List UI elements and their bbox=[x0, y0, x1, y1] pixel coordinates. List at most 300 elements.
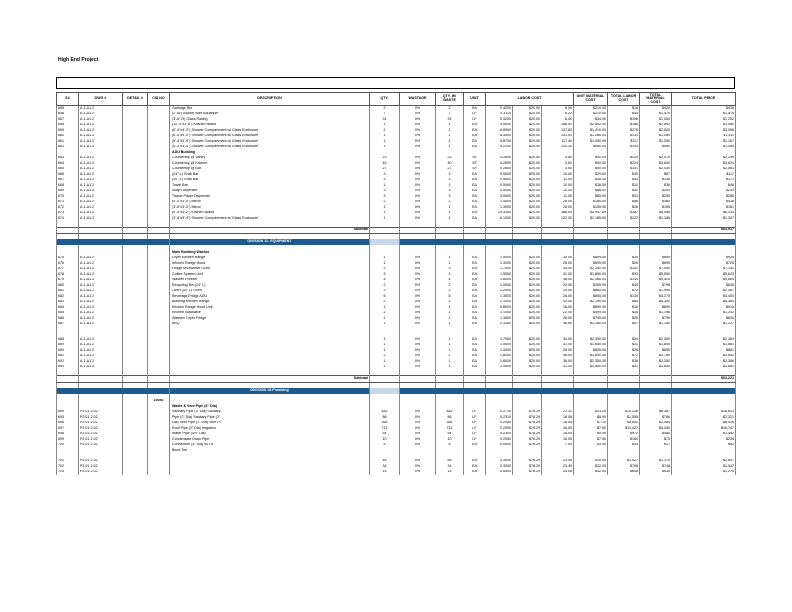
row-unit: SF bbox=[464, 161, 486, 167]
row-hourly-rate: $20.00 bbox=[513, 205, 542, 211]
row-wastage: 0% bbox=[400, 311, 436, 317]
row-dwg: P2.01-2.02 bbox=[79, 421, 123, 427]
row-unit-material-cost: $599.00 bbox=[574, 311, 608, 317]
row-dwg: A-1-A1.2 bbox=[79, 112, 123, 118]
row-unit: EA bbox=[464, 272, 486, 278]
row-unit: EA bbox=[464, 316, 486, 322]
row-sno: 657 bbox=[57, 117, 79, 123]
row-total-price: $7,152 bbox=[672, 267, 736, 273]
row-hourly-rate: $78.29 bbox=[513, 437, 542, 443]
row-total-labor-cost: $129 bbox=[608, 156, 640, 162]
row-labor-rate: 1.5500 bbox=[486, 343, 513, 349]
row-description: (3'-8"x5'-4") Shower Compartment w/ Glass Enclosure bbox=[170, 216, 370, 222]
row-dwg: A-1-A1.2 bbox=[79, 139, 123, 145]
row-labor-cost: 16.05 bbox=[542, 437, 574, 443]
row-labor-rate: 0.5000 bbox=[486, 172, 513, 178]
row-qty-waste: 1 bbox=[436, 348, 464, 354]
row-description: (5'-0"x3'-0") Mirror bbox=[170, 200, 370, 206]
row-total-price: $16,767 bbox=[672, 426, 736, 432]
row-hourly-rate: $20.00 bbox=[513, 200, 542, 206]
row-qty-waste: 5 bbox=[436, 443, 464, 449]
row-unit-material-cost: $180.00 bbox=[574, 200, 608, 206]
row-wastage: 0% bbox=[400, 112, 436, 118]
row-qty: 54 bbox=[370, 432, 400, 438]
row-description: Condensate Drain Pipe bbox=[170, 437, 370, 443]
row-qty-waste: 2 bbox=[436, 300, 464, 306]
row-total-price: $1,411 bbox=[672, 134, 736, 140]
row-description: Kitchen Stackable bbox=[170, 311, 370, 317]
row-wastage: 0% bbox=[400, 410, 436, 416]
estimate-table bbox=[56, 92, 736, 475]
row-total-price: $1,227 bbox=[672, 322, 736, 328]
row-total-price: $1,514 bbox=[672, 112, 736, 118]
row-hourly-rate: $20.00 bbox=[513, 167, 542, 173]
row-wastage: 0% bbox=[400, 294, 436, 300]
row-sno: 684 bbox=[57, 305, 79, 311]
row-total-material-cost: $799 bbox=[640, 316, 672, 322]
row-total-price: $117 bbox=[672, 172, 736, 178]
row-qty-waste: 10 bbox=[436, 437, 464, 443]
row-labor-cost: 7.05 bbox=[542, 443, 574, 449]
row-unit-material-cost: $855.00 bbox=[574, 348, 608, 354]
row-description: Sanitary Pipe (3" Dia) Sanitary bbox=[170, 410, 370, 416]
row-qty-waste: 1 bbox=[436, 316, 464, 322]
row-qty: 2 bbox=[370, 354, 400, 360]
row-labor-rate: 0.2050 bbox=[486, 437, 513, 443]
row-total-labor-cost: $276 bbox=[608, 128, 640, 134]
row-labor-rate: 0.2800 bbox=[486, 156, 513, 162]
row-total-labor-cost: $44 bbox=[608, 112, 640, 118]
row-qty: 5 bbox=[370, 294, 400, 300]
row-labor-cost: 31.00 bbox=[542, 365, 574, 371]
row-qty: 3 bbox=[370, 267, 400, 273]
row-total-labor-cost: $16 bbox=[608, 305, 640, 311]
row-total-price: $46 bbox=[672, 183, 736, 189]
row-labor-cost: 122.00 bbox=[542, 216, 574, 222]
row-dwg: A-1-A1.2 bbox=[79, 194, 123, 200]
row-total-price: $234 bbox=[672, 189, 736, 195]
row-description: Dryer Kitchen Range bbox=[170, 256, 370, 262]
row-total-labor-cost: $131 bbox=[608, 134, 640, 140]
row-labor-rate: 1.3000 bbox=[486, 348, 513, 354]
row-dwg: A-1-A1.2 bbox=[79, 322, 123, 328]
row-total-price: $4,405 bbox=[672, 294, 736, 300]
row-labor-cost: 10.00 bbox=[542, 183, 574, 189]
row-labor-rate: 1.3000 bbox=[486, 294, 513, 300]
row-hourly-rate: $20.00 bbox=[513, 337, 542, 343]
row-description: Dia) Vent Pipe (2" Dia) Vent Pi bbox=[170, 421, 370, 427]
row-total-price: $2,321 bbox=[672, 415, 736, 421]
row-total-labor-cost: $44 bbox=[608, 311, 640, 317]
row-labor-cost: 30.00 bbox=[542, 256, 574, 262]
row-total-material-cost: $1,170 bbox=[640, 459, 672, 465]
row-qty: 86 bbox=[370, 415, 400, 421]
row-unit: EA bbox=[464, 311, 486, 317]
row-qty: 1 bbox=[370, 337, 400, 343]
row-sno: 700 bbox=[57, 443, 79, 449]
row-sno: 666 bbox=[57, 172, 79, 178]
row-qty-waste: 40 bbox=[436, 161, 464, 167]
row-unit-material-cost: $42.00 bbox=[574, 470, 608, 476]
row-dwg: A-1-A1.2 bbox=[79, 278, 123, 284]
row-total-price: $3,096 bbox=[672, 128, 736, 134]
row-qty: 2 bbox=[370, 300, 400, 306]
row-unit: LF bbox=[464, 410, 486, 416]
row-hourly-rate: $20.00 bbox=[513, 289, 542, 295]
row-wastage: 0% bbox=[400, 117, 436, 123]
row-labor-rate: 1.1000 bbox=[486, 311, 513, 317]
row-total-price: $2,199 bbox=[672, 156, 736, 162]
row-labor-rate: 0.3110 bbox=[486, 112, 513, 118]
section-label: Waste & Vent Pipe (4" Dia) bbox=[170, 404, 370, 410]
row-qty: 1 bbox=[370, 123, 400, 129]
row-description: Tissue Paper Dispenser bbox=[170, 194, 370, 200]
row-qty-waste: 2 bbox=[436, 354, 464, 360]
row-qty-waste: 4 bbox=[436, 278, 464, 284]
row-sno: 701 bbox=[57, 459, 79, 465]
row-labor-cost: 36.00 bbox=[542, 359, 574, 365]
row-labor-cost: 5.60 bbox=[542, 167, 574, 173]
row-unit: EA bbox=[464, 205, 486, 211]
row-wastage: 0% bbox=[400, 156, 436, 162]
row-unit: EA bbox=[464, 145, 486, 151]
row-dwg: P2.01-2.02 bbox=[79, 432, 123, 438]
row-dwg: A-1-A1.2 bbox=[79, 316, 123, 322]
row-qty-waste: 712 bbox=[436, 426, 464, 432]
row-wastage: 0% bbox=[400, 183, 436, 189]
row-qty-waste: 1 bbox=[436, 211, 464, 217]
row-total-price: $3,080 bbox=[672, 123, 736, 129]
row-total-price: $1,252 bbox=[672, 117, 736, 123]
row-hourly-rate: $20.00 bbox=[513, 128, 542, 134]
row-wastage: 0% bbox=[400, 415, 436, 421]
row-unit: LF bbox=[464, 117, 486, 123]
row-total-labor-cost: $31 bbox=[608, 365, 640, 371]
row-qty-waste: 1 bbox=[436, 205, 464, 211]
row-labor-rate: 0.3000 bbox=[486, 459, 513, 465]
row-qty-waste: 3 bbox=[436, 194, 464, 200]
row-qty: 7 bbox=[370, 112, 400, 118]
row-labor-rate: 0.2800 bbox=[486, 161, 513, 167]
row-total-price: $416 bbox=[672, 200, 736, 206]
row-total-price: $1,276 bbox=[672, 470, 736, 476]
row-unit-material-cost: $2,350.00 bbox=[574, 267, 608, 273]
row-qty-waste: 2 bbox=[436, 200, 464, 206]
row-qty-waste: 54 bbox=[436, 432, 464, 438]
row-dwg: A-1-A1.2 bbox=[79, 294, 123, 300]
row-total-material-cost: $155 bbox=[640, 205, 672, 211]
row-total-material-cost: $360 bbox=[640, 200, 672, 206]
row-labor-cost: 6.40 bbox=[542, 117, 574, 123]
row-total-price: $6,334 bbox=[672, 211, 736, 217]
row-total-price: $2,386 bbox=[672, 359, 736, 365]
row-total-price: $1,881 bbox=[672, 365, 736, 371]
row-labor-rate: 6.5500 bbox=[486, 134, 513, 140]
row-sno: 670 bbox=[57, 194, 79, 200]
row-labor-rate: 1.7000 bbox=[486, 267, 513, 273]
row-labor-cost: 10.00 bbox=[542, 189, 574, 195]
row-wastage: 0% bbox=[400, 421, 436, 427]
row-wastage: 0% bbox=[400, 437, 436, 443]
row-hourly-rate: $78.29 bbox=[513, 443, 542, 449]
row-qty: 3 bbox=[370, 272, 400, 278]
row-unit-material-cost: $34.00 bbox=[574, 117, 608, 123]
row-wastage: 0% bbox=[400, 178, 436, 184]
row-unit: EA bbox=[464, 172, 486, 178]
row-qty-waste: 1 bbox=[436, 145, 464, 151]
section-label: Main Building Washer bbox=[170, 250, 370, 256]
row-unit: EA bbox=[464, 278, 486, 284]
row-qty-waste: 364 bbox=[436, 421, 464, 427]
row-labor-rate: 1.5000 bbox=[486, 256, 513, 262]
row-total-price: $9,664 bbox=[672, 278, 736, 284]
row-total-material-cost: $420 bbox=[640, 106, 672, 112]
row-hourly-rate: $20.00 bbox=[513, 106, 542, 112]
row-unit: EA bbox=[464, 189, 486, 195]
row-dwg: A-1-A1.2 bbox=[79, 167, 123, 173]
row-sno: 673 bbox=[57, 211, 79, 217]
row-description: Oven (30" L) Oven bbox=[170, 289, 370, 295]
row-labor-rate: 1.0000 bbox=[486, 283, 513, 289]
row-description: Countertop @ Vanity bbox=[170, 156, 370, 162]
row-unit: EA bbox=[464, 128, 486, 134]
row-qty: 1 bbox=[370, 305, 400, 311]
row-total-labor-cost: $5,842 bbox=[608, 421, 640, 427]
row-dwg: A-1-A1.2 bbox=[79, 145, 123, 151]
row-total-labor-cost: $16 bbox=[608, 106, 640, 112]
row-qty: 40 bbox=[370, 161, 400, 167]
row-wastage: 0% bbox=[400, 316, 436, 322]
row-total-material-cost: $798 bbox=[640, 283, 672, 289]
row-total-labor-cost: $972 bbox=[608, 432, 640, 438]
row-hourly-rate: $20.00 bbox=[513, 365, 542, 371]
row-hourly-rate: $20.00 bbox=[513, 117, 542, 123]
section-label: Bend Tee bbox=[170, 448, 370, 454]
row-unit-material-cost: $3.40 bbox=[574, 443, 608, 449]
row-qty-waste: 1 bbox=[436, 322, 464, 328]
row-labor-cost: 26.00 bbox=[542, 348, 574, 354]
row-unit-material-cost: $18.00 bbox=[574, 459, 608, 465]
row-qty: 2 bbox=[370, 128, 400, 134]
row-total-labor-cost: $198 bbox=[608, 117, 640, 123]
row-unit: EA bbox=[464, 343, 486, 349]
row-dwg: A-1-A1.2 bbox=[79, 337, 123, 343]
row-total-material-cost: $1,470 bbox=[640, 112, 672, 118]
row-qty-waste: 15 bbox=[436, 470, 464, 476]
row-sno: 688 bbox=[57, 337, 79, 343]
row-wastage: 0% bbox=[400, 189, 436, 195]
row-labor-cost: 188.01 bbox=[542, 123, 574, 129]
row-total-labor-cost: $84 bbox=[608, 300, 640, 306]
row-total-labor-cost: $30 bbox=[608, 172, 640, 178]
row-total-price: $929 bbox=[672, 256, 736, 262]
header-total-labor-cost: TOTAL LABOR COST bbox=[608, 93, 640, 106]
row-dwg: A-1-A1.2 bbox=[79, 343, 123, 349]
row-qty-waste: 7 bbox=[436, 112, 464, 118]
row-wastage: 0% bbox=[400, 261, 436, 267]
row-labor-cost: 5.60 bbox=[542, 161, 574, 167]
row-labor-cost: 42.00 bbox=[542, 300, 574, 306]
row-qty-waste: 23 bbox=[436, 156, 464, 162]
row-total-labor-cost: $10 bbox=[608, 183, 640, 189]
row-csi bbox=[148, 470, 170, 476]
row-wastage: 0% bbox=[400, 161, 436, 167]
row-total-material-cost: $1,050 bbox=[640, 139, 672, 145]
row-qty: 3 bbox=[370, 194, 400, 200]
row-dwg: A-1-A1.2 bbox=[79, 311, 123, 317]
row-qty-waste: 1 bbox=[436, 183, 464, 189]
row-total-price: $1,242 bbox=[672, 311, 736, 317]
row-sno: 672 bbox=[57, 205, 79, 211]
row-qty: 1 bbox=[370, 256, 400, 262]
row-description: Towel Bar bbox=[170, 183, 370, 189]
row-dwg: A-1-A1.2 bbox=[79, 189, 123, 195]
row-wastage: 0% bbox=[400, 464, 436, 470]
row-wastage: 0% bbox=[400, 123, 436, 129]
row-total-material-cost: $630 bbox=[640, 470, 672, 476]
row-total-price: $52 bbox=[672, 443, 736, 449]
row-sno: 696 bbox=[57, 421, 79, 427]
row-sno: 658 bbox=[57, 123, 79, 129]
row-total-price: $725 bbox=[672, 261, 736, 267]
row-total-labor-cost: $798 bbox=[608, 464, 640, 470]
row-labor-rate: 0.2300 bbox=[486, 432, 513, 438]
row-total-price: $825 bbox=[672, 316, 736, 322]
row-wastage: 0% bbox=[400, 348, 436, 354]
row-qty-waste: 3 bbox=[436, 267, 464, 273]
row-total-price: $2,067 bbox=[672, 289, 736, 295]
row-sno: 675 bbox=[57, 256, 79, 262]
row-wastage: 0% bbox=[400, 205, 436, 211]
row-qty: 1 bbox=[370, 359, 400, 365]
row-qty: 1 bbox=[370, 365, 400, 371]
header-dwg: DWG # bbox=[79, 93, 123, 106]
row-total-labor-cost: $160 bbox=[608, 437, 640, 443]
row-dwg: A-1-A1.2 bbox=[79, 117, 123, 123]
row-unit-material-cost: $1,850.00 bbox=[574, 272, 608, 278]
row-total-labor-cost: $72 bbox=[608, 354, 640, 360]
row-total-price: $1,167 bbox=[672, 139, 736, 145]
row-total-material-cost: $2,070 bbox=[640, 156, 672, 162]
row-total-price: $1,452 bbox=[672, 432, 736, 438]
row-detail bbox=[123, 470, 148, 476]
row-dwg: A-1-A1.2 bbox=[79, 156, 123, 162]
row-total-price: $881 bbox=[672, 348, 736, 354]
row-hourly-rate: $20.00 bbox=[513, 156, 542, 162]
row-dwg: P2.01-2.02 bbox=[79, 426, 123, 432]
row-total-material-cost: $7,050 bbox=[640, 267, 672, 273]
row-dwg: A-1-A1.2 bbox=[79, 178, 123, 184]
row-total-material-cost: $899 bbox=[640, 256, 672, 262]
row-unit: EA bbox=[464, 256, 486, 262]
row-labor-cost: 34.00 bbox=[542, 337, 574, 343]
row-unit-material-cost: $899.00 bbox=[574, 256, 608, 262]
row-qty: 1 bbox=[370, 139, 400, 145]
row-dwg: P2.01-2.02 bbox=[79, 443, 123, 449]
row-labor-cost: 16.05 bbox=[542, 421, 574, 427]
row-labor-rate: 0.2310 bbox=[486, 415, 513, 421]
row-sno: 681 bbox=[57, 289, 79, 295]
row-total-material-cost: $1,054 bbox=[640, 117, 672, 123]
row-wastage: 0% bbox=[400, 267, 436, 273]
row-labor-rate: 0.2710 bbox=[486, 410, 513, 416]
row-labor-rate: 1.8000 bbox=[486, 354, 513, 360]
row-total-labor-cost: $33 bbox=[608, 194, 640, 200]
row-total-price: $181 bbox=[672, 205, 736, 211]
row-labor-cost: 117.40 bbox=[542, 139, 574, 145]
row-unit-material-cost: $29.00 bbox=[574, 172, 608, 178]
row-unit: EA bbox=[464, 261, 486, 267]
row-sno: 697 bbox=[57, 426, 79, 432]
row-hourly-rate: $78.29 bbox=[513, 426, 542, 432]
row-unit: EA bbox=[464, 464, 486, 470]
row-sno: 690 bbox=[57, 348, 79, 354]
row-total-labor-cost: $151 bbox=[608, 167, 640, 173]
row-hourly-rate: $20.00 bbox=[513, 161, 542, 167]
row-labor-cost: 21.22 bbox=[542, 410, 574, 416]
row-qty: 712 bbox=[370, 426, 400, 432]
row-hourly-rate: $78.29 bbox=[513, 459, 542, 465]
row-total-price: $3,824 bbox=[672, 161, 736, 167]
row-sno: 661 bbox=[57, 139, 79, 145]
row-total-price: $1,084 bbox=[672, 145, 736, 151]
row-total-labor-cost: $646 bbox=[608, 470, 640, 476]
row-labor-rate: 1.5500 bbox=[486, 365, 513, 371]
row-qty: 2 bbox=[370, 200, 400, 206]
row-qty-waste: 1 bbox=[436, 123, 464, 129]
row-qty: 1 bbox=[370, 261, 400, 267]
project-title: High End Project bbox=[58, 57, 99, 63]
row-qty: 3 bbox=[370, 178, 400, 184]
row-unit: EA bbox=[464, 134, 486, 140]
row-unit-material-cost: $46.00 bbox=[574, 178, 608, 184]
row-sno: 687 bbox=[57, 322, 79, 328]
row-unit: EA bbox=[464, 178, 486, 184]
row-hourly-rate: $78.29 bbox=[513, 410, 542, 416]
row-unit: LF bbox=[464, 426, 486, 432]
row-wastage: 0% bbox=[400, 283, 436, 289]
row-total-price: $4,384 bbox=[672, 300, 736, 306]
row-qty: 1 bbox=[370, 216, 400, 222]
row-sno: 671 bbox=[57, 200, 79, 206]
row-hourly-rate: $20.00 bbox=[513, 172, 542, 178]
row-wastage: 0% bbox=[400, 359, 436, 365]
row-labor-cost: 5.60 bbox=[542, 156, 574, 162]
row-sno: 668 bbox=[57, 183, 79, 189]
row-labor-rate: 0.5000 bbox=[486, 183, 513, 189]
row-wastage: 0% bbox=[400, 459, 436, 465]
row-sno: 678 bbox=[57, 272, 79, 278]
row-labor-rate: 1.4000 bbox=[486, 200, 513, 206]
row-description: (12'-4"x3'-6") Kitchen Island bbox=[170, 123, 370, 129]
row-description: Roof Pipe (2" Dia) Irrigation bbox=[170, 426, 370, 432]
row-unit-material-cost: $68.00 bbox=[574, 189, 608, 195]
row-description: (3'-6"x3'-0") Mirror bbox=[170, 205, 370, 211]
row-labor-rate: 19.3300 bbox=[486, 211, 513, 217]
row-wastage: 0% bbox=[400, 167, 436, 173]
row-total-price: $8,426 bbox=[672, 421, 736, 427]
row-sno: 698 bbox=[57, 432, 79, 438]
row-total-material-cost: $5,948 bbox=[640, 211, 672, 217]
row-unit: EA bbox=[464, 200, 486, 206]
row-unit-material-cost: $90.00 bbox=[574, 167, 608, 173]
row-qty-waste: 482 bbox=[436, 410, 464, 416]
row-sno: 656 bbox=[57, 112, 79, 118]
row-labor-cost: 28.00 bbox=[542, 200, 574, 206]
row-dwg: A-1-A1.2 bbox=[79, 106, 123, 112]
subtotal-value: $63,221 bbox=[672, 376, 736, 383]
row-unit-material-cost: $665.00 bbox=[574, 289, 608, 295]
